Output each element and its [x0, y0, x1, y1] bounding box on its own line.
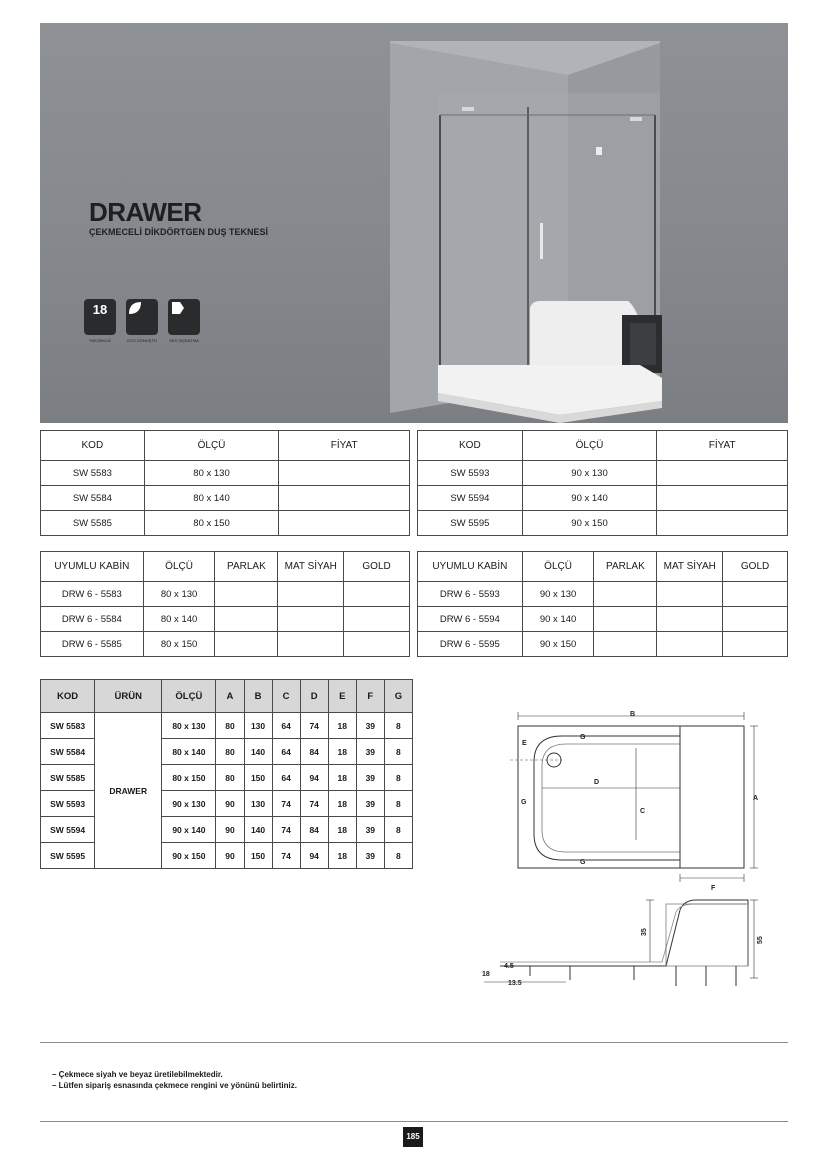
cell-olcu: 90 x 140 [162, 817, 216, 843]
cell-olcu: 90 x 150 [522, 511, 657, 536]
table-row [418, 511, 788, 536]
table-row [41, 511, 410, 536]
cell-kabin: DRW 6 - 5585 [41, 632, 144, 657]
leaf-icon [126, 299, 144, 317]
badge-label: YÜKSEKLİK [88, 338, 112, 343]
cell-e: 18 [328, 791, 356, 817]
note-item: – Lütfen sipariş esnasında çekmece rengini ve yönünü belirtiniz. [52, 1081, 297, 1090]
cabin-table-left [40, 551, 410, 657]
header-kod: KOD [41, 680, 95, 713]
cell-olcu: 90 x 130 [522, 461, 657, 486]
table-row [41, 582, 410, 607]
table-row [41, 713, 413, 739]
cell-b: 150 [244, 765, 272, 791]
eco-leaf-badge [126, 299, 158, 343]
cell-parlak [594, 607, 657, 632]
header-kod: KOD [418, 431, 523, 461]
table-row [418, 486, 788, 511]
header-c: C [272, 680, 300, 713]
dim-label-35: 35 [641, 928, 648, 936]
splash-icon [168, 299, 186, 317]
cell-e: 18 [328, 713, 356, 739]
header-uyumlu-kabin: UYUMLU KABİN [41, 552, 144, 582]
cell-kod: SW 5583 [41, 461, 145, 486]
header-parlak: PARLAK [215, 552, 278, 582]
cell-parlak [215, 582, 278, 607]
cell-olcu: 80 x 130 [143, 582, 215, 607]
header-olcu: ÖLÇÜ [143, 552, 215, 582]
cell-olcu: 80 x 150 [144, 511, 279, 536]
cell-kod: SW 5594 [41, 817, 95, 843]
cell-f: 39 [356, 739, 384, 765]
table-row [418, 632, 788, 657]
cell-urun: DRAWER [95, 713, 162, 869]
cell-c: 74 [272, 817, 300, 843]
table-row [41, 632, 410, 657]
cell-olcu: 90 x 140 [522, 486, 657, 511]
dim-label-d: D [594, 779, 600, 786]
divider-bottom [40, 1121, 788, 1122]
cell-parlak [594, 582, 657, 607]
header-a: A [216, 680, 244, 713]
cell-kabin: DRW 6 - 5583 [41, 582, 144, 607]
cell-e: 18 [328, 739, 356, 765]
cell-kod: SW 5584 [41, 486, 145, 511]
cell-olcu: 80 x 150 [143, 632, 215, 657]
cell-fiyat [279, 461, 410, 486]
cell-fiyat [657, 511, 788, 536]
height-18-badge [84, 299, 116, 343]
cell-parlak [594, 632, 657, 657]
cell-e: 18 [328, 765, 356, 791]
dim-label-18: 18 [482, 971, 490, 978]
cell-parlak [215, 632, 278, 657]
dim-label-b: B [630, 711, 636, 718]
cell-olcu: 90 x 130 [162, 791, 216, 817]
badge-label: ECO DÖNÜŞTÜ [127, 338, 157, 343]
cell-olcu: 80 x 140 [143, 607, 215, 632]
cell-c: 64 [272, 739, 300, 765]
dimension-table [40, 679, 413, 869]
cell-b: 130 [244, 713, 272, 739]
cell-a: 90 [216, 843, 244, 869]
price-table-right [417, 430, 788, 536]
dim-label-4-5: 4.5 [504, 963, 514, 970]
header-fiyat: FİYAT [279, 431, 410, 461]
cell-g: 8 [384, 843, 412, 869]
page-number: 185 [403, 1127, 423, 1147]
header-mat-siyah: MAT SİYAH [657, 552, 723, 582]
cell-olcu: 90 x 150 [522, 632, 594, 657]
cell-mat-siyah [657, 582, 723, 607]
dim-label-a: A [753, 795, 759, 802]
cell-olcu: 80 x 150 [162, 765, 216, 791]
header-kod: KOD [41, 431, 145, 461]
cell-d: 74 [300, 791, 328, 817]
cell-kod: SW 5585 [41, 511, 145, 536]
header-gold: GOLD [723, 552, 788, 582]
header-b: B [244, 680, 272, 713]
cell-gold [344, 582, 410, 607]
cell-d: 94 [300, 843, 328, 869]
product-title: DRAWER [89, 197, 202, 227]
cell-gold [344, 607, 410, 632]
header-e: E [328, 680, 356, 713]
header-olcu: ÖLÇÜ [522, 552, 594, 582]
dim-label-g-left: G [521, 799, 527, 806]
cell-kod: SW 5594 [418, 486, 523, 511]
cell-mat-siyah [657, 607, 723, 632]
header-mat-siyah: MAT SİYAH [278, 552, 344, 582]
cell-f: 39 [356, 843, 384, 869]
cell-c: 74 [272, 843, 300, 869]
cell-kod: SW 5595 [418, 511, 523, 536]
cell-g: 8 [384, 791, 412, 817]
cell-gold [723, 632, 788, 657]
cell-olcu: 80 x 140 [144, 486, 279, 511]
cell-mat-siyah [657, 632, 723, 657]
cell-mat-siyah [278, 582, 344, 607]
dim-label-c: C [640, 808, 646, 815]
cell-mat-siyah [278, 632, 344, 657]
dim-label-55: 55 [757, 936, 764, 944]
note-item: – Çekmece siyah ve beyaz üretilebilmektedir. [52, 1070, 223, 1079]
cell-olcu: 80 x 140 [162, 739, 216, 765]
cell-a: 90 [216, 791, 244, 817]
product-subtitle: ÇEKMECELİ DİKDÖRTGEN DUŞ TEKNESİ [89, 227, 269, 237]
cell-e: 18 [328, 843, 356, 869]
notes [52, 1069, 297, 1091]
cell-a: 80 [216, 739, 244, 765]
cell-kod: SW 5595 [41, 843, 95, 869]
cell-kabin: DRW 6 - 5594 [418, 607, 523, 632]
cell-f: 39 [356, 817, 384, 843]
cell-b: 150 [244, 843, 272, 869]
header-fiyat: FİYAT [657, 431, 788, 461]
cell-a: 80 [216, 765, 244, 791]
header-uyumlu-kabin: UYUMLU KABİN [418, 552, 523, 582]
cell-g: 8 [384, 739, 412, 765]
cell-d: 94 [300, 765, 328, 791]
header-olcu: ÖLÇÜ [522, 431, 657, 461]
cabin-table-right [417, 551, 788, 657]
table-row [418, 461, 788, 486]
cell-kod: SW 5583 [41, 713, 95, 739]
technical-drawing [470, 700, 780, 1000]
header-g: G [384, 680, 412, 713]
cell-e: 18 [328, 817, 356, 843]
cell-a: 80 [216, 713, 244, 739]
cell-g: 8 [384, 765, 412, 791]
dim-label-g-top: G [580, 734, 586, 741]
header-urun: ÜRÜN [95, 680, 162, 713]
cell-kod: SW 5585 [41, 765, 95, 791]
cell-fiyat [657, 461, 788, 486]
cell-olcu: 90 x 140 [522, 607, 594, 632]
cell-d: 84 [300, 739, 328, 765]
price-table-left [40, 430, 410, 536]
dim-label-g-bottom: G [580, 859, 586, 866]
cell-kabin: DRW 6 - 5584 [41, 607, 144, 632]
cell-c: 64 [272, 765, 300, 791]
dim-label-f: F [711, 885, 716, 892]
cell-c: 74 [272, 791, 300, 817]
cell-b: 130 [244, 791, 272, 817]
dim-label-13-5: 13.5 [508, 980, 522, 987]
cell-parlak [215, 607, 278, 632]
header-f: F [356, 680, 384, 713]
cell-olcu: 80 x 130 [144, 461, 279, 486]
cell-gold [723, 607, 788, 632]
cell-kabin: DRW 6 - 5595 [418, 632, 523, 657]
side-view-drawing [482, 900, 764, 987]
cell-olcu: 80 x 130 [162, 713, 216, 739]
cell-b: 140 [244, 739, 272, 765]
cell-b: 140 [244, 817, 272, 843]
product-hero-image [40, 23, 788, 423]
splash-badge [168, 299, 200, 343]
cell-fiyat [657, 486, 788, 511]
top-view-drawing [510, 711, 758, 892]
cell-g: 8 [384, 713, 412, 739]
cell-kod: SW 5593 [41, 791, 95, 817]
cell-f: 39 [356, 791, 384, 817]
cell-kabin: DRW 6 - 5593 [418, 582, 523, 607]
table-row [41, 486, 410, 511]
cell-kod: SW 5584 [41, 739, 95, 765]
cell-f: 39 [356, 713, 384, 739]
cell-c: 64 [272, 713, 300, 739]
header-parlak: PARLAK [594, 552, 657, 582]
divider-top [40, 1042, 788, 1043]
header-d: D [300, 680, 328, 713]
cell-fiyat [279, 486, 410, 511]
cell-fiyat [279, 511, 410, 536]
cell-g: 8 [384, 817, 412, 843]
table-row [41, 607, 410, 632]
table-row [418, 607, 788, 632]
cell-olcu: 90 x 130 [522, 582, 594, 607]
cell-f: 39 [356, 765, 384, 791]
header-olcu: ÖLÇÜ [144, 431, 279, 461]
cell-a: 90 [216, 817, 244, 843]
cell-d: 84 [300, 817, 328, 843]
cell-mat-siyah [278, 607, 344, 632]
header-gold: GOLD [344, 552, 410, 582]
dim-label-e: E [522, 740, 527, 747]
badge-label: SES SIÇRATMA [169, 338, 199, 343]
badge-value: 18 [92, 302, 108, 317]
cell-gold [723, 582, 788, 607]
cell-olcu: 90 x 150 [162, 843, 216, 869]
cell-kod: SW 5593 [418, 461, 523, 486]
cell-gold [344, 632, 410, 657]
header-olcu: ÖLÇÜ [162, 680, 216, 713]
table-row [418, 582, 788, 607]
table-row [41, 461, 410, 486]
cell-d: 74 [300, 713, 328, 739]
